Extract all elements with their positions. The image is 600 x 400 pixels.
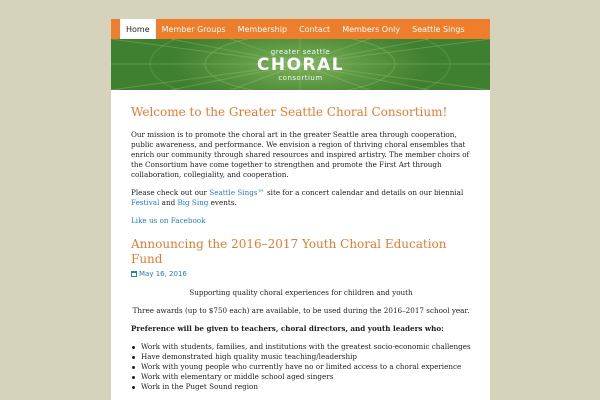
list-item: Work in the Puget Sound region [131, 382, 471, 392]
page-container [111, 19, 490, 400]
calendar-icon [131, 271, 137, 277]
site-logo[interactable] [111, 39, 490, 90]
nav-membership[interactable]: Membership [237, 24, 288, 34]
festival-link[interactable]: Festival [131, 198, 160, 207]
main-content [111, 90, 490, 392]
facebook-paragraph [131, 216, 471, 226]
post-date[interactable] [131, 269, 471, 279]
logo-consortium: consortium [278, 73, 323, 82]
post-date-text: May 16, 2016 [139, 270, 187, 278]
header-banner [111, 39, 490, 90]
nav-members-only[interactable]: Members Only [342, 24, 401, 34]
seattle-sings-link[interactable]: Seattle Sings™ [209, 188, 265, 197]
checkout-text-1: Please check out our [131, 188, 210, 197]
checkout-text-4: events. [208, 198, 237, 207]
facebook-link[interactable]: Like us on Facebook [131, 216, 206, 225]
post-subtitle: Supporting quality choral experiences for children and youth [189, 288, 413, 297]
post-awards: Three awards (up to $750 each) are available, to be used during the 2016–2017 school year. [132, 306, 470, 315]
nav-seattle-sings[interactable]: Seattle Sings [412, 24, 465, 34]
nav-home[interactable]: Home [120, 19, 156, 39]
list-item: Have demonstrated high quality music teaching/leadership [131, 352, 471, 362]
mission-paragraph: Our mission is to promote the choral art in the greater Seattle area through cooperation, public awareness, and performance. We envision a region of thriving choral ensembles that enrich our community through shared resources and inspired artistry. The member choirs of the Consortium have come together to strengthen and promote the First Art through collaboration, collegiality, and cooperation. [131, 130, 470, 179]
main-nav [111, 19, 490, 39]
list-item: Work with students, families, and institutions with the greatest socio-economic challenges [131, 342, 471, 352]
logo-greater-seattle: greater seattle [270, 47, 331, 56]
checkout-text-3: and [159, 198, 178, 207]
preference-list [131, 342, 471, 392]
list-item: Work with elementary or middle school aged singers [131, 372, 471, 382]
nav-member-groups[interactable]: Member Groups [161, 24, 226, 34]
logo-choral: CHORAL [256, 54, 345, 75]
post-title[interactable]: Announcing the 2016–2017 Youth Choral Education Fund [131, 237, 447, 266]
welcome-heading: Welcome to the Greater Seattle Choral Consortium! [131, 105, 448, 119]
list-item: Work with young people who currently have no or limited access to a choral experience [131, 362, 471, 372]
nav-contact[interactable]: Contact [299, 24, 331, 34]
checkout-paragraph [131, 188, 471, 208]
big-sing-link[interactable]: Big Sing [177, 198, 209, 207]
checkout-text-2: site for a concert calendar and details on our biennial [264, 188, 464, 197]
post-preference: Preference will be given to teachers, choral directors, and youth leaders who: [131, 324, 444, 333]
